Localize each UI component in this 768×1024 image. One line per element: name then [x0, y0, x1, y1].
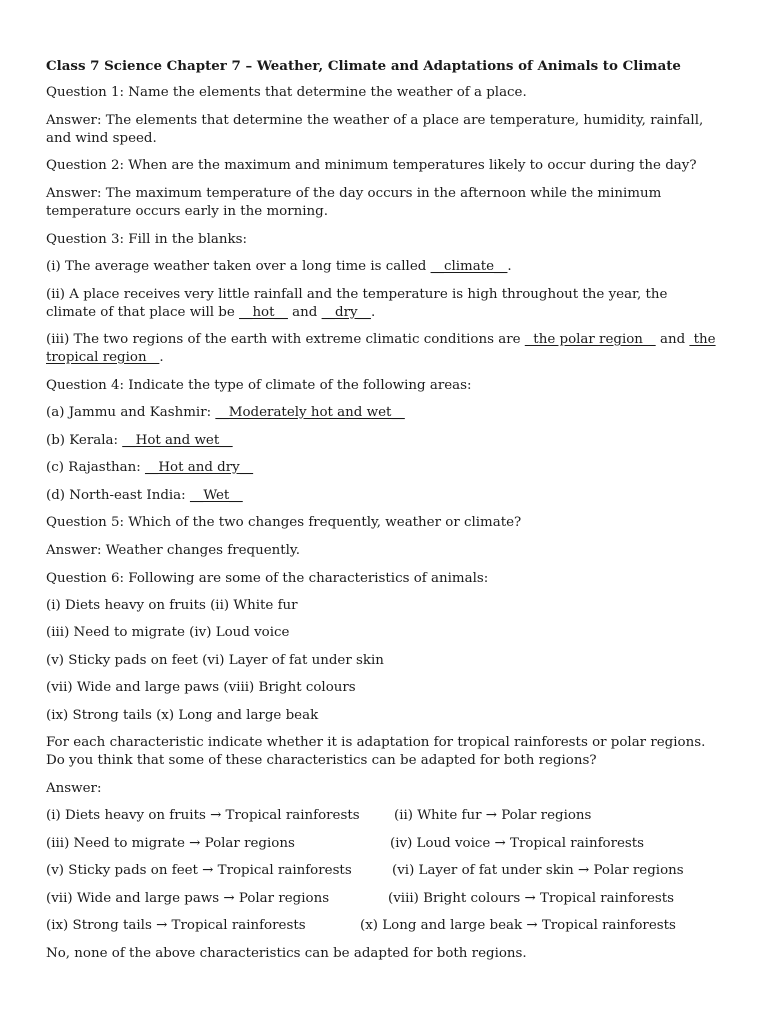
climate-b: (b) Kerala: __Hot and wet__: [46, 433, 233, 448]
climate-a-answer: __Moderately hot and wet__: [215, 405, 405, 420]
question-5: Question 5: Which of the two changes frequently, weather or climate?: [46, 515, 522, 530]
question-2: Question 2: When are the maximum and minimum temperatures likely to occur during the day?: [46, 158, 697, 173]
blank-iii-answer-2b: tropical region: [46, 350, 160, 365]
answer-1-line-1: Answer: The elements that determine the weather of a place are temperature, humidity, rainfall,: [46, 113, 704, 128]
answer-6-label: Answer:: [46, 781, 102, 796]
blank-ii-line-2: climate of that place will be __hot__ and __dry__.: [46, 305, 376, 320]
trait-line: (vii) Wide and large paws (viii) Bright colours: [46, 680, 356, 695]
answer-item: (v) Sticky pads on feet → Tropical rainforests: [46, 863, 352, 878]
answer-item: (x) Long and large beak → Tropical rainforests: [360, 918, 676, 933]
question-6: Question 6: Following are some of the characteristics of animals:: [46, 571, 489, 586]
blank-iii-answer-2a: the: [689, 332, 716, 347]
question-3: Question 3: Fill in the blanks:: [46, 232, 247, 247]
blank-i-answer: __climate__: [430, 259, 508, 274]
document-title: Class 7 Science Chapter 7 – Weather, Climate and Adaptations of Animals to Climate: [46, 58, 681, 74]
question-1: Question 1: Name the elements that determine the weather of a place.: [46, 85, 527, 100]
blank-i: (i) The average weather taken over a long time is called __climate__.: [46, 259, 512, 274]
answer-item: (viii) Bright colours → Tropical rainforests: [388, 891, 675, 906]
question-6-prompt-line-1: For each characteristic indicate whether it is adaptation for tropical rainforests or polar regions.: [46, 735, 706, 750]
climate-a: (a) Jammu and Kashmir: __Moderately hot and wet__: [46, 405, 405, 420]
blank-iii-line-1: (iii) The two regions of the earth with extreme climatic conditions are the polar region and the: [46, 332, 716, 347]
blank-ii-answer-1: __hot__: [239, 305, 288, 320]
answer-item: (iii) Need to migrate → Polar regions: [46, 836, 295, 851]
climate-d-answer: __Wet__: [189, 488, 243, 503]
trait-line: (v) Sticky pads on feet (vi) Layer of fat under skin: [46, 653, 384, 668]
climate-c: (c) Rajasthan: __Hot and dry__: [46, 460, 254, 475]
climate-b-answer: __Hot and wet__: [122, 433, 233, 448]
answer-item: (iv) Loud voice → Tropical rainforests: [390, 836, 645, 851]
answer-item: (i) Diets heavy on fruits → Tropical rainforests: [46, 808, 360, 823]
trait-line: (ix) Strong tails (x) Long and large beak: [46, 708, 319, 723]
answer-item: (ii) White fur → Polar regions: [394, 808, 592, 823]
blank-ii-line-1: (ii) A place receives very little rainfall and the temperature is high throughout the year, the: [46, 287, 668, 302]
answer-5: Answer: Weather changes frequently.: [46, 543, 300, 558]
blank-iii-line-2: tropical region .: [46, 350, 164, 365]
answer-2-line-1: Answer: The maximum temperature of the day occurs in the afternoon while the minimum: [46, 186, 662, 201]
trait-line: (i) Diets heavy on fruits (ii) White fur: [46, 598, 298, 613]
answer-item: (vi) Layer of fat under skin → Polar regions: [392, 863, 684, 878]
answer-2-line-2: temperature occurs early in the morning.: [46, 204, 328, 219]
climate-d: (d) North-east India: __Wet__: [46, 488, 243, 503]
question-4: Question 4: Indicate the type of climate of the following areas:: [46, 378, 472, 393]
trait-line: (iii) Need to migrate (iv) Loud voice: [46, 625, 290, 640]
blank-ii-answer-2: __dry__: [321, 305, 371, 320]
question-6-prompt-line-2: Do you think that some of these characteristics can be adapted for both regions?: [46, 753, 597, 768]
answer-item: (vii) Wide and large paws → Polar regions: [46, 891, 330, 906]
answer-6-conclusion: No, none of the above characteristics can be adapted for both regions.: [46, 946, 527, 961]
answer-item: (ix) Strong tails → Tropical rainforests: [46, 918, 306, 933]
blank-iii-answer-1: the polar region: [524, 332, 656, 347]
answer-1-line-2: and wind speed.: [46, 131, 157, 146]
climate-c-answer: __Hot and dry__: [144, 460, 254, 475]
